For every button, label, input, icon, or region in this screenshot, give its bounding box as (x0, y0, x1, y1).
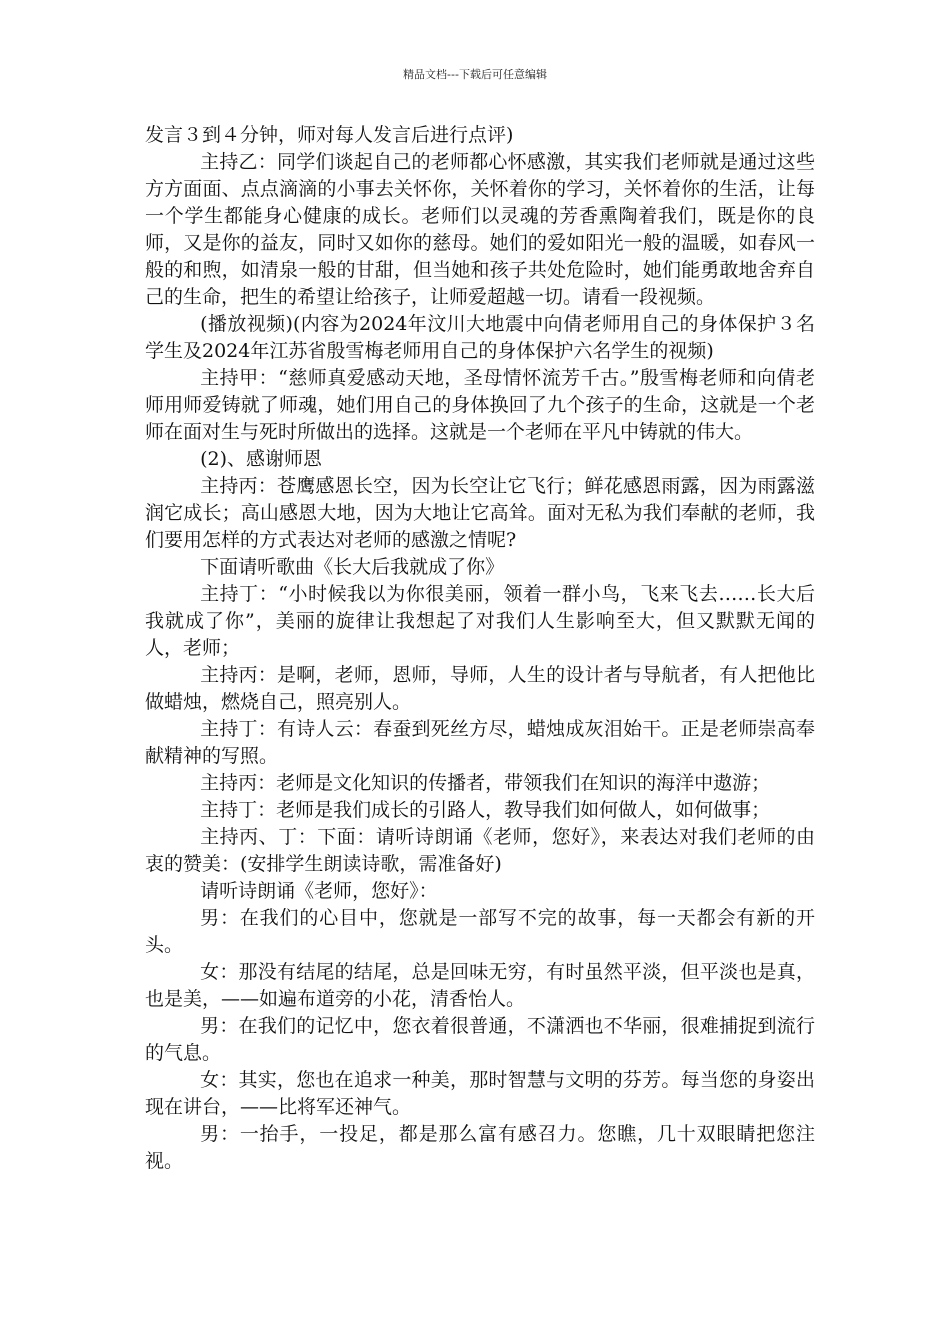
paragraph-4: 主持甲：“慈师真爱感动天地，圣母情怀流芳千古。”殷雪梅老师和向倩老师用师爱铸就了师魂，她们用自己的身体换回了九个孩子的生命，这就是一个老师在面对生与死时所做出的选择。这就是一个老师在平凡中铸就的伟大。 (145, 367, 815, 443)
paragraph-8: 主持丁：“小时候我以为你很美丽，领着一群小鸟，飞来飞去……长大后我就成了你”，美丽的旋律让我想起了对我们人生影响至大，但又默默无闻的人，老师； (145, 583, 815, 659)
paragraph-3: (播放视频)(内容为2024年汶川大地震中向倩老师用自己的身体保护３名学生及2024年江苏省殷雪梅老师用自己的身体保护六名学生的视频) (145, 313, 815, 362)
paragraph-17: 男：在我们的记忆中，您衣着很普通，不潇洒也不华丽，很难捕捉到流行的气息。 (145, 1015, 815, 1064)
page-header: 精品文档---下载后可任意编辑 (403, 68, 547, 81)
paragraph-18: 女：其实，您也在追求一种美，那时智慧与文明的芬芳。每当您的身姿出现在讲台，——比将军还神气。 (145, 1069, 815, 1118)
paragraph-6: 主持丙：苍鹰感恩长空，因为长空让它飞行；鲜花感恩雨露，因为雨露滋润它成长；高山感恩大地，因为大地让它高耸。面对无私为我们奉献的老师，我们要用怎样的方式表达对老师的感激之情呢? (145, 475, 815, 551)
section-heading: (2)、感谢师恩 (200, 448, 323, 470)
paragraph-1: 发言３到４分钟，师对每人发言后进行点评) (145, 124, 514, 146)
paragraph-7: 下面请听歌曲《长大后我就成了你》 (200, 556, 505, 578)
paragraph-13: 主持丙、丁：下面：请听诗朗诵《老师，您好》，来表达对我们老师的由衷的赞美：(安排学生朗读诗歌，需准备好) (145, 826, 815, 875)
paragraph-15: 男：在我们的心目中，您就是一部写不完的故事，每一天都会有新的开头。 (145, 907, 815, 956)
paragraph-11: 主持丙：老师是文化知识的传播者，带领我们在知识的海洋中遨游； (200, 772, 771, 794)
paragraph-10: 主持丁：有诗人云：春蚕到死丝方尽，蜡烛成灰泪始干。正是老师崇高奉献精神的写照。 (145, 718, 815, 767)
paragraph-16: 女：那没有结尾的结尾，总是回味无穷，有时虽然平淡，但平淡也是真，也是美，——如遍布道旁的小花，清香怡人。 (145, 961, 815, 1010)
paragraph-9: 主持丙：是啊，老师，恩师，导师，人生的设计者与导航者，有人把他比做蜡烛，燃烧自己，照亮别人。 (145, 664, 815, 713)
paragraph-14: 请听诗朗诵《老师，您好》： (200, 880, 438, 902)
paragraph-2: 主持乙：同学们谈起自己的老师都心怀感激，其实我们老师就是通过这些方方面面、点点滴滴的小事去关怀你，关怀着你的学习，关怀着你的生活，让每一个学生都能身心健康的成长。老师们以灵魂的芳香熏陶着我们，既是你的良师，又是你的益友，同时又如你的慈母。她们的爱如阳光一般的温暖，如春风一般的和煦，如清泉一般的甘甜，但当她和孩子共处危险时，她们能勇敢地舍弃自己的生命，把生的希望让给孩子，让师爱超越一切。请看一段视频。 (145, 151, 815, 308)
paragraph-19: 男：一抬手，一投足，都是那么富有感召力。您瞧，几十双眼睛把您注视。 (145, 1123, 815, 1172)
document-body (145, 122, 815, 1175)
paragraph-12: 主持丁：老师是我们成长的引路人，教导我们如何做人，如何做事； (200, 799, 771, 821)
